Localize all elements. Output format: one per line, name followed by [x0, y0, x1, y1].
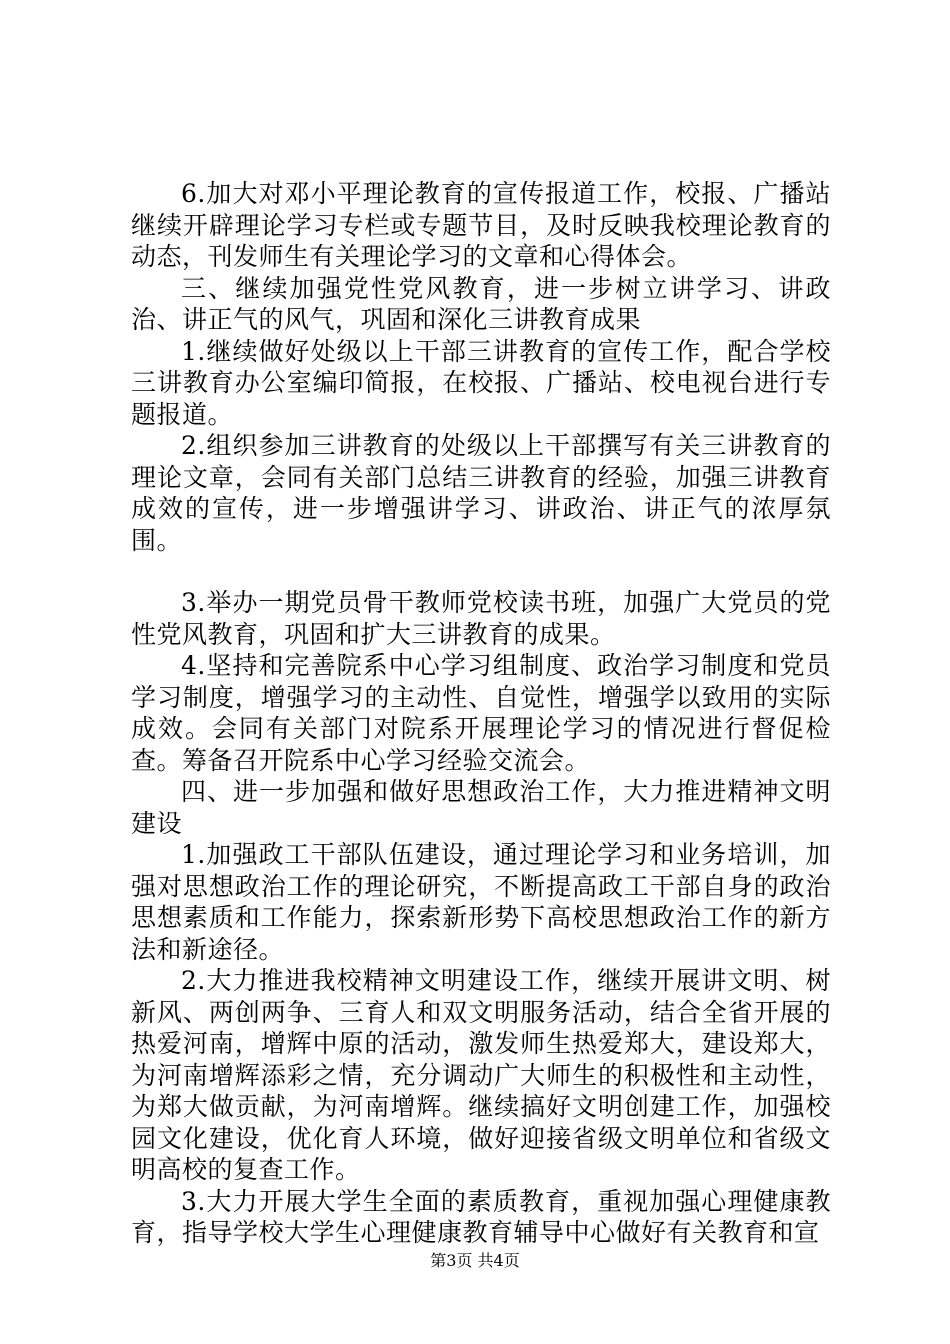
paragraph-3-2: 2.组织参加三讲教育的处级以上干部撰写有关三讲教育的理论文章，会同有关部门总结三讲教育的经验，加强三讲教育成效的宣传，进一步增强讲学习、讲政治、讲正气的浓厚氛围。: [131, 431, 831, 555]
paragraph-item-6: 6.加大对邓小平理论教育的宣传报道工作，校报、广播站继续开辟理论学习专栏或专题节目，及时反映我校理论教育的动态，刊发师生有关理论学习的文章和心得体会。: [131, 179, 831, 271]
paragraph-4-2: 2.大力推进我校精神文明建设工作，继续开展讲文明、树新风、两创两争、三育人和双文明服务活动，结合全省开展的热爱河南，增辉中原的活动，激发师生热爱郑大，建设郑大，为河南增辉添彩之情，充分调动广大师生的积极性和主动性，为郑大做贡献，为河南增辉。继续搞好文明创建工作，加强校园文化建设，优化育人环境，做好迎接省级文明单位和省级文明高校的复查工作。: [131, 966, 831, 1184]
paragraph-3-1: 1.继续做好处级以上干部三讲教育的宣传工作，配合学校三讲教育办公室编印简报，在校报、广播站、校电视台进行专题报道。: [131, 336, 831, 429]
paragraph-4-3: 3.大力开展大学生全面的素质教育，重视加强心理健康教育，指导学校大学生心理健康教育辅导中心做好有关教育和宣: [131, 1186, 831, 1247]
paragraph-4-1: 1.加强政工干部队伍建设，通过理论学习和业务培训，加强对思想政治工作的理论研究，不断提高政工干部自身的政治思想素质和工作能力，探索新形势下高校思想政治工作的新方法和新途径。: [131, 840, 831, 964]
page-footer: 第3页 共4页: [430, 1251, 520, 1270]
paragraph-3-4: 4.坚持和完善院系中心学习组制度、政治学习制度和党员学习制度，增强学习的主动性、自觉性，增强学以致用的实际成效。会同有关部门对院系开展理论学习的情况进行督促检查。筹备召开院系中心学习经验交流会。: [131, 651, 831, 775]
section-heading-4: 四、进一步加强和做好思想政治工作，大力推进精神文明建设: [131, 777, 831, 838]
document-body: [131, 178, 831, 1249]
paragraph-3-3: 3.举办一期党员骨干教师党校读书班，加强广大党员的党性党风教育，巩固和扩大三讲教育的成果。: [131, 588, 831, 649]
section-heading-3: 三、继续加强党性党风教育，进一步树立讲学习、讲政治、讲正气的风气，巩固和深化三讲教育成果: [131, 273, 831, 334]
